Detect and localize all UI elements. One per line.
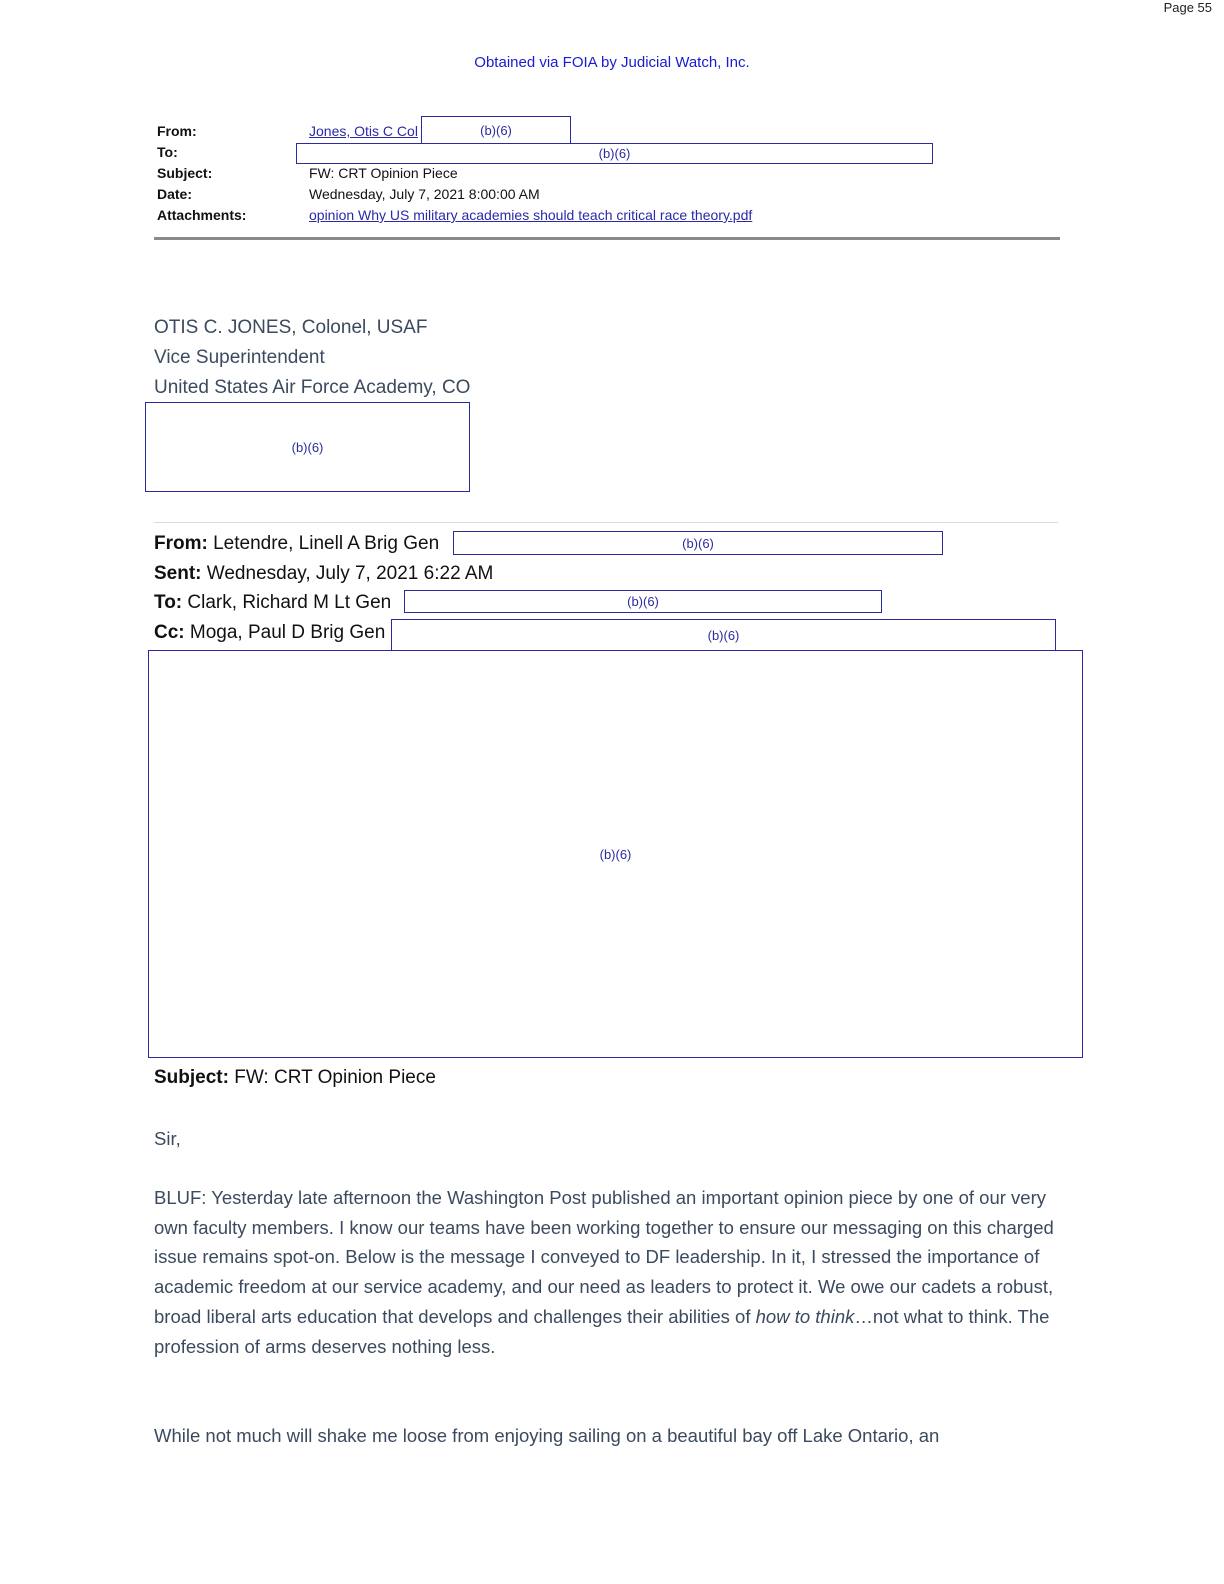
body-paragraph-2: While not much will shake me loose from enjoying sailing on a beautiful bay off Lake Ontario, an [154,1425,940,1446]
page-number: Page 55 [1163,0,1212,15]
foia-banner: Obtained via FOIA by Judicial Watch, Inc. [474,54,750,71]
date-value: Wednesday, July 7, 2021 8:00:00 AM [309,186,540,202]
header-divider [154,237,1060,240]
redaction-box: (b)(6) [404,590,882,613]
fw-subject-label: Subject: [154,1067,229,1088]
fw-to-line [154,592,391,614]
fw-cc-label: Cc: [154,622,185,643]
salutation: Sir, [154,1128,181,1149]
redaction-box: (b)(6) [145,402,470,492]
redaction-box-large: (b)(6) [148,650,1083,1058]
body-paragraph-1 [154,1183,1054,1361]
attachments-label: Attachments: [157,207,247,223]
subject-value: FW: CRT Opinion Piece [309,165,458,181]
para1-text-a: BLUF: Yesterday late afternoon the Washington Post published an important opinion piece by one of our very own faculty members. I know our teams have been working together to ensure our messaging on this charged issue remains spot-on. Below is the message I conveyed to DF leadership. In it, I stressed the importance of academic freedom at our service academy, and our need as leaders to protect it. We owe our cadets a robust, broad liberal arts education that develops and challenges their abilities of [154,1187,1054,1327]
fw-subject-line [154,1067,436,1089]
para1-text-b: …not what to think. The profession of arms deserves nothing less. [154,1305,1050,1357]
redaction-box: (b)(6) [421,116,571,144]
signature-title: Vice Superintendent [154,347,325,368]
fw-to-label: To: [154,592,183,613]
fw-sent-label: Sent: [154,563,202,584]
forward-divider [154,522,1058,523]
to-label: To: [157,144,178,160]
fw-cc-line [154,622,385,644]
fw-sent-value: Wednesday, July 7, 2021 6:22 AM [201,563,494,584]
fw-sent-line [154,563,493,585]
from-label: From: [157,123,197,139]
fw-subject-value: FW: CRT Opinion Piece [228,1067,436,1088]
fw-from-line [154,533,439,555]
from-link[interactable]: Jones, Otis C Col [309,123,418,139]
fw-cc-value: Moga, Paul D Brig Gen [184,622,386,643]
para1-emphasis: how to think [755,1305,855,1327]
fw-from-label: From: [154,533,208,554]
subject-label: Subject: [157,165,213,181]
date-label: Date: [157,186,193,202]
redaction-box: (b)(6) [296,143,933,164]
redaction-box: (b)(6) [391,619,1056,651]
attachment-link[interactable]: opinion Why US military academies should teach critical race theory.pdf [309,207,753,223]
signature-name: OTIS C. JONES, Colonel, USAF [154,317,428,338]
fw-to-value: Clark, Richard M Lt Gen [182,592,392,613]
redaction-box: (b)(6) [453,531,943,555]
from-value [309,123,418,139]
attachment-value [309,207,752,223]
signature-org: United States Air Force Academy, CO [154,377,471,398]
fw-from-value: Letendre, Linell A Brig Gen [207,533,440,554]
